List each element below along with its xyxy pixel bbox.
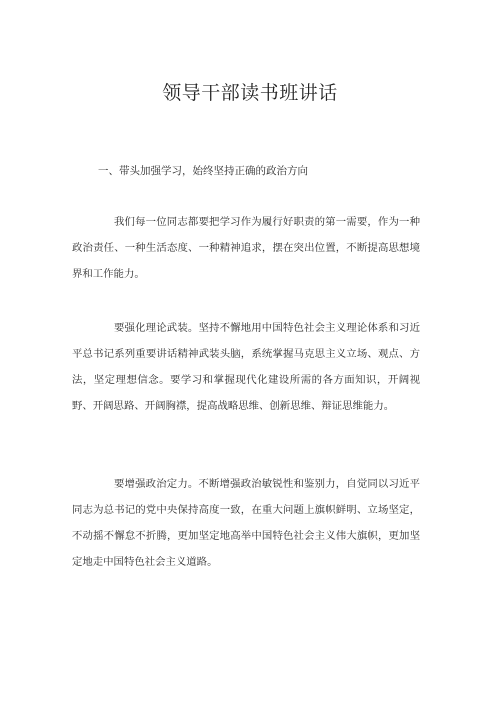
section-heading: 一、带头加强学习，始终坚持正确的政治方向 (98, 165, 308, 177)
paragraph-3: 要增强政治定力。不断增强政治敏锐性和鉴别力，自觉同以习近平同志为总书记的党中央保持高度一致，在重大问题上旗帜鲜明、立场坚定，不动摇不懈怠不折腾，更加坚定地高举中国特色社会主义伟大旗帜，更加坚定地走中国特色社会主义道路。 (72, 478, 420, 568)
paragraph-2: 要强化理论武装。坚持不懈地用中国特色社会主义理论体系和习近平总书记系列重要讲话精神武装头脑，系统掌握马克思主义立场、观点、方法，坚定理想信念。要学习和掌握现代化建设所需的各方面知识，开阔视野、开阔思路、开阔胸襟，提高战略思维、创新思维、辩证思维能力。 (72, 322, 420, 412)
document-title: 领导干部读书班讲话 (162, 82, 338, 104)
paragraph-1: 我们每一位同志都要把学习作为履行好职责的第一需要，作为一种政治责任、一种生活态度、一种精神追求，摆在突出位置，不断提高思想境界和工作能力。 (72, 216, 420, 280)
